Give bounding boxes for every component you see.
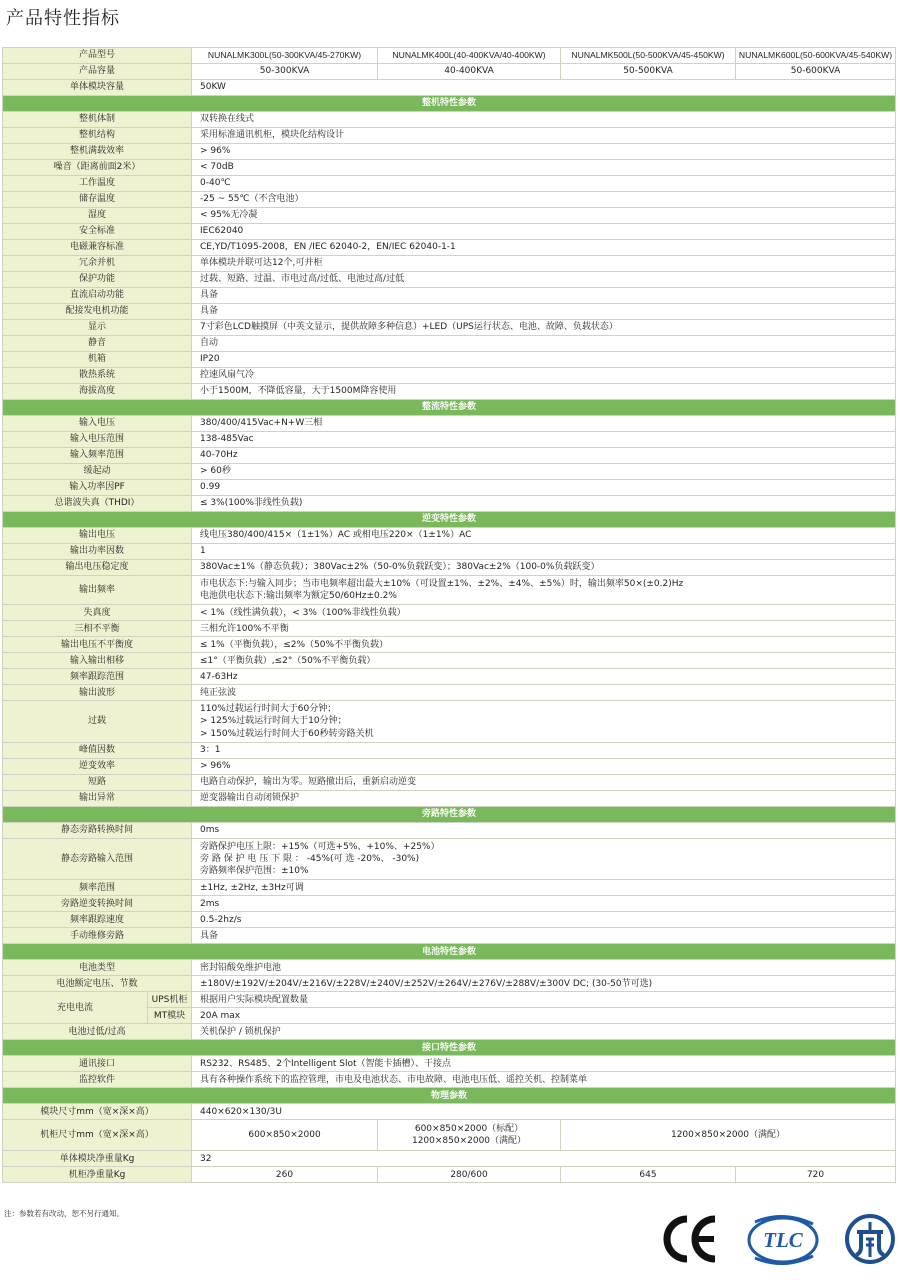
spec-value: 纯正弦波 — [192, 685, 896, 701]
spec-row — [3, 896, 896, 912]
spec-value: < 1%（线性满负载），< 3%（100%非线性负载） — [192, 605, 896, 621]
spec-value: ±1Hz, ±2Hz, ±3Hz可调 — [192, 880, 896, 896]
spec-label: 安全标准 — [3, 224, 192, 240]
spec-value: 440×620×130/3U — [192, 1104, 896, 1120]
spec-row — [3, 544, 896, 560]
bypass-input-range-row — [3, 838, 896, 879]
spec-label: 工作温度 — [3, 176, 192, 192]
section-title: 整机特性参数 — [3, 96, 896, 112]
capacity-value: 50-600KVA — [736, 64, 896, 80]
spec-row — [3, 224, 896, 240]
spec-value — [192, 838, 896, 879]
section-header-physical — [3, 1088, 896, 1104]
charge-sub-label: UPS机柜 — [148, 992, 192, 1008]
spec-value: 380/400/415Vac+N+W三相 — [192, 416, 896, 432]
spec-value: 2ms — [192, 896, 896, 912]
cabinet-weight-value: 260 — [192, 1167, 378, 1183]
charge-current-label: 充电电流 — [3, 992, 148, 1024]
spec-label: 直流启动功能 — [3, 288, 192, 304]
capacity-label: 产品容量 — [3, 64, 192, 80]
spec-value: 32 — [192, 1151, 896, 1167]
section-title: 整流特性参数 — [3, 400, 896, 416]
spec-label: 静态旁路转换时间 — [3, 822, 192, 838]
spec-row — [3, 605, 896, 621]
spec-value: ±180V/±192V/±204V/±216V/±228V/±240V/±252V/±264V/±276V/±288V/±300V DC; (30-50节可选) — [192, 976, 896, 992]
spec-label: 电池额定电压、节数 — [3, 976, 192, 992]
spec-label: 手动维修旁路 — [3, 928, 192, 944]
section-header-rectifier — [3, 400, 896, 416]
spec-value: 线电压380/400/415×（1±1%）AC 或相电压220×（1±1%）AC — [192, 528, 896, 544]
spec-label: 频率跟踪速度 — [3, 912, 192, 928]
spec-row — [3, 320, 896, 336]
spec-value: 关机保护 / 锁机保护 — [192, 1024, 896, 1040]
section-title: 逆变特性参数 — [3, 512, 896, 528]
spec-value: 逆变器输出自动闭锁保护 — [192, 790, 896, 806]
spec-value: 0.5-2hz/s — [192, 912, 896, 928]
spec-value: 0ms — [192, 822, 896, 838]
spec-row — [3, 336, 896, 352]
capacity-row — [3, 64, 896, 80]
section-title: 物理参数 — [3, 1088, 896, 1104]
spec-value: 采用标准通讯机柜，模块化结构设计 — [192, 128, 896, 144]
spec-value: > 60秒 — [192, 464, 896, 480]
spec-line: 110%过载运行时间大于60分钟； — [200, 704, 337, 715]
spec-row — [3, 272, 896, 288]
cabinet-weight-value: 280/600 — [378, 1167, 561, 1183]
spec-row — [3, 880, 896, 896]
spec-value: ≤ 3%(100%非线性负载) — [192, 496, 896, 512]
spec-value: > 96% — [192, 758, 896, 774]
spec-value: 具备 — [192, 304, 896, 320]
spec-label: 输出电压 — [3, 528, 192, 544]
spec-row — [3, 528, 896, 544]
model-label: 产品型号 — [3, 48, 192, 64]
spec-label: 缓起动 — [3, 464, 192, 480]
spec-label: 旁路逆变转换时间 — [3, 896, 192, 912]
footnote: 注：参数若有改动，恕不另行通知。 — [4, 1209, 124, 1218]
spec-row — [3, 653, 896, 669]
spec-label: 三相不平衡 — [3, 621, 192, 637]
spec-value: 控速风扇气冷 — [192, 368, 896, 384]
spec-row — [3, 432, 896, 448]
spec-value: 双转换在线式 — [192, 112, 896, 128]
spec-label: 湿度 — [3, 208, 192, 224]
spec-value: -25 ~ 55℃（不含电池） — [192, 192, 896, 208]
battery-over-under-row — [3, 1024, 896, 1040]
spec-value: 三相允许100%不平衡 — [192, 621, 896, 637]
spec-label: 监控软件 — [3, 1072, 192, 1088]
spec-label: 整机结构 — [3, 128, 192, 144]
spec-line: 旁 路 保 护 电 压 下 限 ： -45%(可 选 -20%、 -30%) — [200, 853, 420, 864]
module-capacity-value: 50KW — [192, 80, 896, 96]
spec-label: 模块尺寸mm（宽×深×高） — [3, 1104, 192, 1120]
spec-row — [3, 208, 896, 224]
spec-label: 电池类型 — [3, 960, 192, 976]
spec-row — [3, 774, 896, 790]
spec-value — [192, 576, 896, 605]
spec-label: 通讯接口 — [3, 1056, 192, 1072]
spec-row — [3, 790, 896, 806]
spec-row — [3, 352, 896, 368]
spec-row — [3, 685, 896, 701]
spec-value: < 95%无冷凝 — [192, 208, 896, 224]
spec-row — [3, 384, 896, 400]
spec-label: 输出电压稳定度 — [3, 560, 192, 576]
spec-line: 旁路频率保护范围：±10% — [200, 865, 309, 876]
spec-label: 单体模块净重量Kg — [3, 1151, 192, 1167]
spec-line: > 125%过载运行时间大于10分钟； — [200, 716, 347, 727]
spec-value: 138-485Vac — [192, 432, 896, 448]
cabinet-weight-value: 645 — [561, 1167, 736, 1183]
spec-value: 具有各种操作系统下的监控管理，市电及电池状态、市电故障、电池电压低、遥控关机、控制菜单 — [192, 1072, 896, 1088]
spec-line: 电池供电状态下:输出频率为额定50/60Hz±0.2% — [200, 591, 397, 602]
spec-row — [3, 240, 896, 256]
module-weight-row — [3, 1151, 896, 1167]
certification-seal-icon — [844, 1213, 896, 1269]
model-name: NUNALMK300L(50-300KVA/45-270KW) — [192, 48, 378, 64]
section-title: 电池特性参数 — [3, 944, 896, 960]
system-rows — [3, 112, 896, 400]
spec-label: 失真度 — [3, 605, 192, 621]
cabinet-size-row — [3, 1120, 896, 1151]
spec-label: 输入频率范围 — [3, 448, 192, 464]
bypass-rows — [3, 880, 896, 944]
section-title: 旁路特性参数 — [3, 806, 896, 822]
spec-row — [3, 128, 896, 144]
spec-label: 散热系统 — [3, 368, 192, 384]
spec-value: 47-63Hz — [192, 669, 896, 685]
spec-row — [3, 669, 896, 685]
inverter-rows — [3, 742, 896, 806]
spec-label: 显示 — [3, 320, 192, 336]
spec-line: 600×850×2000（标配） — [414, 1123, 524, 1134]
cabinet-size-value — [378, 1120, 561, 1151]
spec-value: 具备 — [192, 288, 896, 304]
spec-label: 输出异常 — [3, 790, 192, 806]
model-name: NUNALMK600L(50-600KVA/45-540KW) — [736, 48, 896, 64]
spec-value: < 70dB — [192, 160, 896, 176]
spec-row — [3, 368, 896, 384]
spec-row — [3, 304, 896, 320]
interface-rows — [3, 1056, 896, 1088]
spec-value: CE,YD/T1095-2008，EN /IEC 62040-2，EN/IEC 62040-1-1 — [192, 240, 896, 256]
spec-row — [3, 144, 896, 160]
section-header-inverter — [3, 512, 896, 528]
spec-table — [2, 47, 896, 1183]
tlc-logo-text: TLC — [763, 1228, 803, 1252]
spec-row — [3, 160, 896, 176]
spec-label: 电磁兼容标准 — [3, 240, 192, 256]
spec-label: 输出电压不平衡度 — [3, 637, 192, 653]
spec-label: 储存温度 — [3, 192, 192, 208]
battery-rows — [3, 960, 896, 992]
spec-row — [3, 192, 896, 208]
cabinet-weight-value: 720 — [736, 1167, 896, 1183]
spec-value: IEC62040 — [192, 224, 896, 240]
spec-value — [192, 701, 896, 742]
spec-label: 静态旁路输入范围 — [3, 838, 192, 879]
section-header-system — [3, 96, 896, 112]
output-frequency-row — [3, 576, 896, 605]
spec-value: 40-70Hz — [192, 448, 896, 464]
spec-label: 总谐波失真（THDI） — [3, 496, 192, 512]
spec-line: 1200×850×2000（满配） — [411, 1136, 527, 1147]
spec-row — [3, 976, 896, 992]
capacity-value: 50-500KVA — [561, 64, 736, 80]
section-header-battery — [3, 944, 896, 960]
tlc-certification-logo — [743, 1210, 823, 1272]
spec-label: 输入输出相移 — [3, 653, 192, 669]
spec-label: 输入功率因PF — [3, 480, 192, 496]
charge-current-ups-row — [3, 992, 896, 1008]
inverter-rows — [3, 605, 896, 701]
inverter-rows — [3, 528, 896, 576]
model-name: NUNALMK500L(50-500KVA/45-450KW) — [561, 48, 736, 64]
spec-value: 380Vac±1%（静态负载）；380Vac±2%（50-0%负载跃变）；380Vac±2%（100-0%负载跃变） — [192, 560, 896, 576]
spec-label: 噪音（距离前面2米） — [3, 160, 192, 176]
spec-label: 频率跟踪范围 — [3, 669, 192, 685]
spec-row — [3, 912, 896, 928]
spec-label: 过载 — [3, 701, 192, 742]
section-header-interface — [3, 1040, 896, 1056]
spec-label: 输出波形 — [3, 685, 192, 701]
spec-label: 输出功率因数 — [3, 544, 192, 560]
spec-label: 冗余并机 — [3, 256, 192, 272]
cabinet-weight-row — [3, 1167, 896, 1183]
overload-row — [3, 701, 896, 742]
spec-row — [3, 480, 896, 496]
spec-value: 小于1500M，不降低容量，大于1500M降容使用 — [192, 384, 896, 400]
spec-row — [3, 822, 896, 838]
spec-row — [3, 742, 896, 758]
spec-line: 旁路保护电压上限：+15%（可选+5%、+10%、+25%） — [200, 841, 440, 852]
model-name: NUNALMK400L(40-400KVA/40-400KW) — [378, 48, 561, 64]
cabinet-size-value: 600×850×2000 — [192, 1120, 378, 1151]
spec-label: 机箱 — [3, 352, 192, 368]
capacity-value: 50-300KVA — [192, 64, 378, 80]
spec-value: 具备 — [192, 928, 896, 944]
spec-value: RS232、RS485、2个Intelligent Slot（智能卡插槽）、干接点 — [192, 1056, 896, 1072]
cabinet-size-value: 1200×850×2000（满配） — [561, 1120, 896, 1151]
spec-label: 输入电压 — [3, 416, 192, 432]
spec-label: 电池过低/过高 — [3, 1024, 192, 1040]
spec-label: 峰值因数 — [3, 742, 192, 758]
capacity-value: 40-400KVA — [378, 64, 561, 80]
spec-label: 频率范围 — [3, 880, 192, 896]
spec-row — [3, 448, 896, 464]
bypass-rows — [3, 822, 896, 838]
model-row — [3, 48, 896, 64]
spec-row — [3, 928, 896, 944]
section-title: 接口特性参数 — [3, 1040, 896, 1056]
spec-row — [3, 176, 896, 192]
spec-label: 整机满载效率 — [3, 144, 192, 160]
spec-label: 输出频率 — [3, 576, 192, 605]
section-header-bypass — [3, 806, 896, 822]
spec-row — [3, 112, 896, 128]
module-size-row — [3, 1104, 896, 1120]
spec-label: 输入电压范围 — [3, 432, 192, 448]
spec-label: 保护功能 — [3, 272, 192, 288]
spec-row — [3, 464, 896, 480]
spec-row — [3, 637, 896, 653]
spec-value: 1 — [192, 544, 896, 560]
spec-value: IP20 — [192, 352, 896, 368]
spec-line: 市电状态下:与输入同步；当市电频率超出最大±10%（可设置±1%、±2%、±4%、±5%）时，输出频率50×(±0.2)Hz — [200, 579, 684, 589]
spec-row — [3, 1072, 896, 1088]
spec-label: 配接发电机功能 — [3, 304, 192, 320]
charge-sub-label: MT模块 — [148, 1008, 192, 1024]
spec-row — [3, 621, 896, 637]
spec-label: 海拔高度 — [3, 384, 192, 400]
spec-value: ≤1°（平衡负载）,≤2°（50%不平衡负载） — [192, 653, 896, 669]
spec-row — [3, 560, 896, 576]
spec-value: 0.99 — [192, 480, 896, 496]
spec-row — [3, 758, 896, 774]
spec-value: 根据用户实际模块配置数量 — [192, 992, 896, 1008]
spec-row — [3, 496, 896, 512]
spec-value: > 96% — [192, 144, 896, 160]
spec-value: 7寸彩色LCD触摸屏（中英文显示，提供故障多种信息）+LED（UPS运行状态、电池、故障、负载状态） — [192, 320, 896, 336]
spec-value: 20A max — [192, 1008, 896, 1024]
spec-label: 短路 — [3, 774, 192, 790]
spec-value: 单体模块并联可达12个,可并柜 — [192, 256, 896, 272]
spec-label: 静音 — [3, 336, 192, 352]
spec-row — [3, 960, 896, 976]
spec-label: 逆变效率 — [3, 758, 192, 774]
page-title: 产品特性指标 — [6, 8, 120, 29]
spec-value: 电路自动保护，输出为零。短路撤出后，重新启动逆变 — [192, 774, 896, 790]
spec-label: 机柜净重量Kg — [3, 1167, 192, 1183]
spec-row — [3, 256, 896, 272]
spec-row — [3, 416, 896, 432]
spec-row — [3, 1056, 896, 1072]
spec-label: 整机体制 — [3, 112, 192, 128]
spec-value: 过载、短路、过温、市电过高/过低、电池过高/过低 — [192, 272, 896, 288]
spec-value: 3：1 — [192, 742, 896, 758]
spec-value: 0-40℃ — [192, 176, 896, 192]
ce-mark-logo — [662, 1213, 720, 1269]
spec-value: 自动 — [192, 336, 896, 352]
module-capacity-row — [3, 80, 896, 96]
spec-row — [3, 288, 896, 304]
module-capacity-label: 单体模块容量 — [3, 80, 192, 96]
spec-value: ≤ 1%（平衡负载），≤2%（50%不平衡负载） — [192, 637, 896, 653]
rectifier-rows — [3, 416, 896, 512]
spec-value: 密封铅酸免维护电池 — [192, 960, 896, 976]
spec-line: > 150%过载运行时间大于60秒转旁路关机 — [200, 728, 374, 739]
spec-label: 机柜尺寸mm（宽×深×高） — [3, 1120, 192, 1151]
